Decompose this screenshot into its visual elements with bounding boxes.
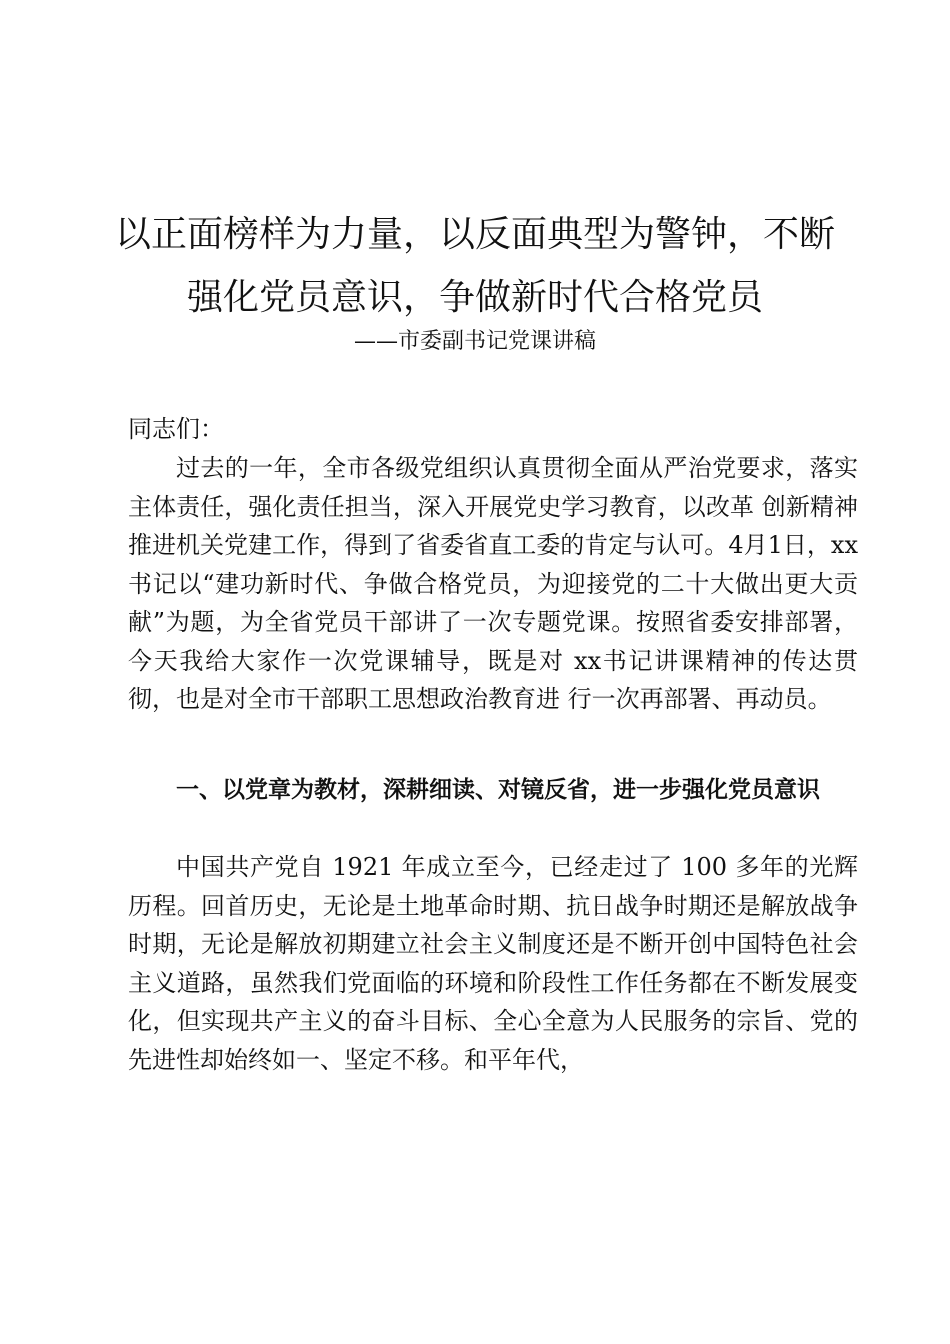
greeting: 同志们： bbox=[128, 415, 224, 443]
paragraph-1: 过去的一年，全市各级党组织认真贯彻全面从严治党要求，落实主体责任，强化责任担当，深入开展党史学习教育，以改革 创新精神推进机关党建工作，得到了省委省直工委的肯定与认可。4月1日，xx书记以“建功新时代、争做合格党员，为迎接党的二十大做出更大贡献”为题，为全省党员干部讲了一次专题党课。按照省委安排部署，今天我给大家作一次党课辅导，既是对 xx书记讲课精神的传达贯彻，也是对全市干部职工思想政治教育进 行一次再部署、再动员。 bbox=[128, 454, 858, 713]
section-1-heading: 一、以党章为教材，深耕细读、对镜反省，进一步强化党员意识 bbox=[176, 777, 820, 803]
title-line-1: 以正面榜样为力量，以反面典型为警钟，不断 bbox=[114, 214, 835, 255]
paragraph-2: 中国共产党自 1921 年成立至今，已经走过了 100 多年的光辉历程。回首历史，无论是土地革命时期、抗日战争时期还是解放战争时期，无论是解放初期建立社会主义制度还是不断开创中国特色社会主义道路，虽然我们党面临的环境和阶段性工作任务都在不断发展变化，但实现共产主义的奋斗目标、全心全意为人民服务的宗旨、党的先进性却始终如一、坚定不移。和平年代， bbox=[128, 853, 858, 1074]
title-line-2: 强化党员意识，争做新时代合格党员 bbox=[186, 277, 763, 318]
subtitle: ——市委副书记党课讲稿 bbox=[353, 329, 596, 354]
